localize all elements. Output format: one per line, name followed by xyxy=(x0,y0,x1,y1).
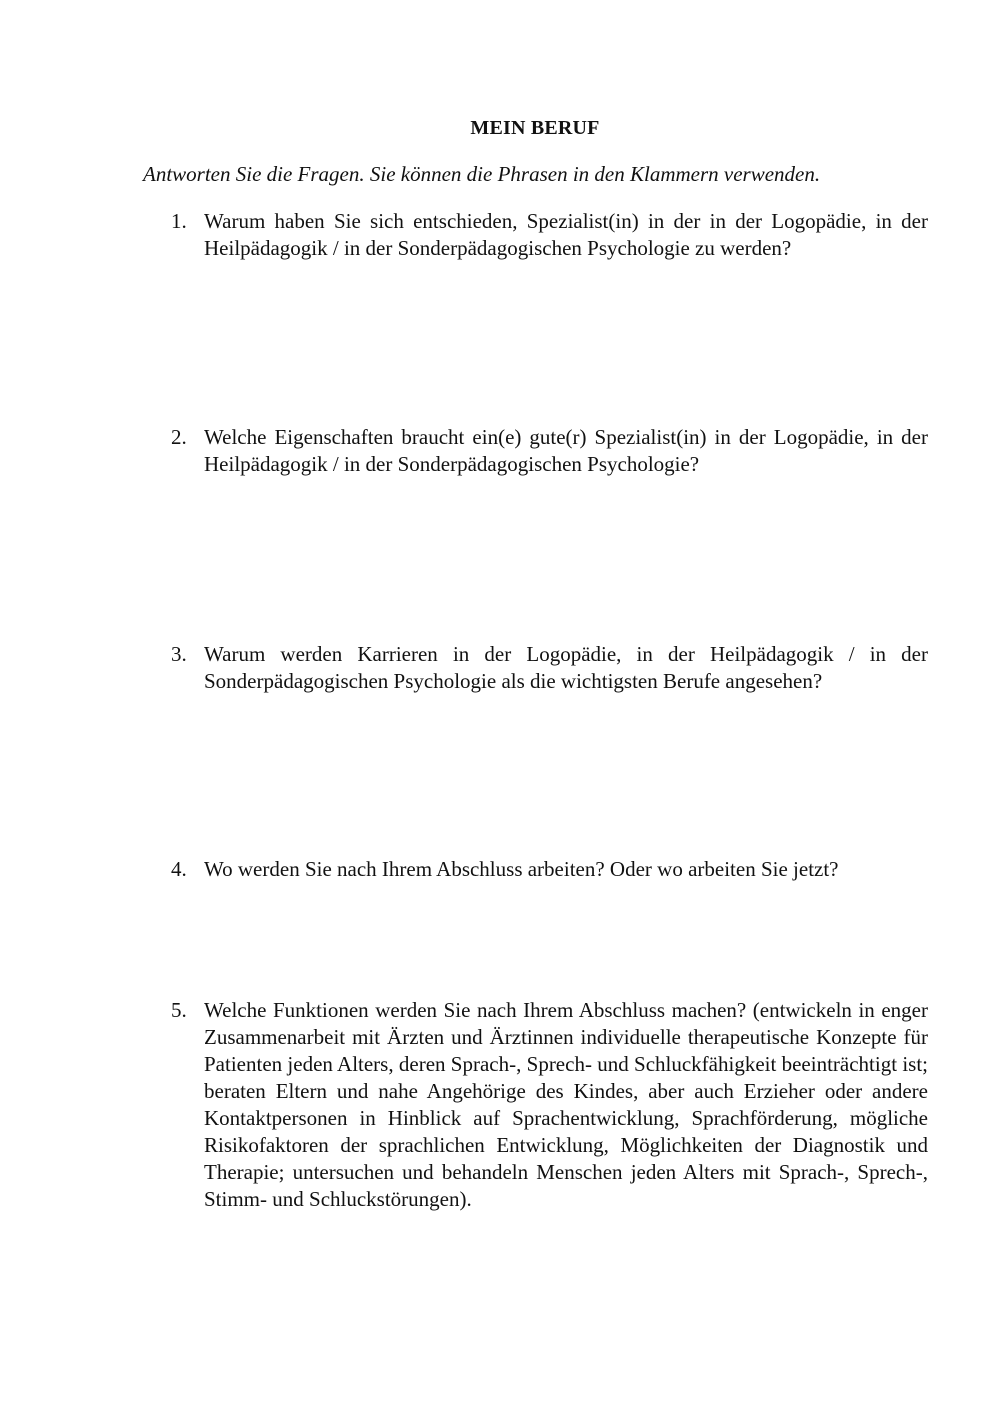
question-number: 3. xyxy=(171,642,187,666)
question-item-2 xyxy=(171,424,928,478)
question-text: Welche Eigenschaften braucht ein(e) gute(r) Spezialist(in) in der Logopädie, in der Heilpädagogik / in der Sonderpädagogischen Psychologie? xyxy=(204,425,928,476)
question-number: 4. xyxy=(171,857,187,881)
question-text: Warum werden Karrieren in der Logopädie, in der Heilpädagogik / in der Sonderpädagogischen Psychologie als die wichtigsten Berufe angesehen? xyxy=(204,642,928,693)
question-item-4 xyxy=(171,856,928,883)
question-item-1 xyxy=(171,208,928,262)
question-item-5 xyxy=(171,997,928,1213)
question-item-3 xyxy=(171,641,928,695)
question-number: 1. xyxy=(171,209,187,233)
question-text: Warum haben Sie sich entschieden, Spezialist(in) in der in der Logopädie, in der Heilpädagogik / in der Sonderpädagogischen Psychologie zu werden? xyxy=(204,209,928,260)
page-title: MEIN BERUF xyxy=(470,117,600,139)
question-number: 2. xyxy=(171,425,187,449)
instruction-text: Antworten Sie die Fragen. Sie können die Phrasen in den Klammern verwenden. xyxy=(143,162,821,186)
question-number: 5. xyxy=(171,998,187,1022)
question-text: Welche Funktionen werden Sie nach Ihrem Abschluss machen? (entwickeln in enger Zusammenarbeit mit Ärzten und Ärztinnen individuelle therapeutische Konzepte für Patienten jeden Alters, deren Sprach-, Sprech- und Schluckfähigkeit beeinträchtigt ist; beraten Eltern und nahe Angehörige des Kindes, aber auch Erzieher oder andere Kontaktpersonen in Hinblick auf Sprachentwicklung, Sprachförderung, mögliche Risikofaktoren der sprachlichen Entwicklung, Möglichkeiten der Diagnostik und Therapie; untersuchen und behandeln Menschen jeden Alters mit Sprach-, Sprech-, Stimm- und Schluckstörungen). xyxy=(204,998,928,1211)
question-text: Wo werden Sie nach Ihrem Abschluss arbeiten? Oder wo arbeiten Sie jetzt? xyxy=(204,857,839,881)
